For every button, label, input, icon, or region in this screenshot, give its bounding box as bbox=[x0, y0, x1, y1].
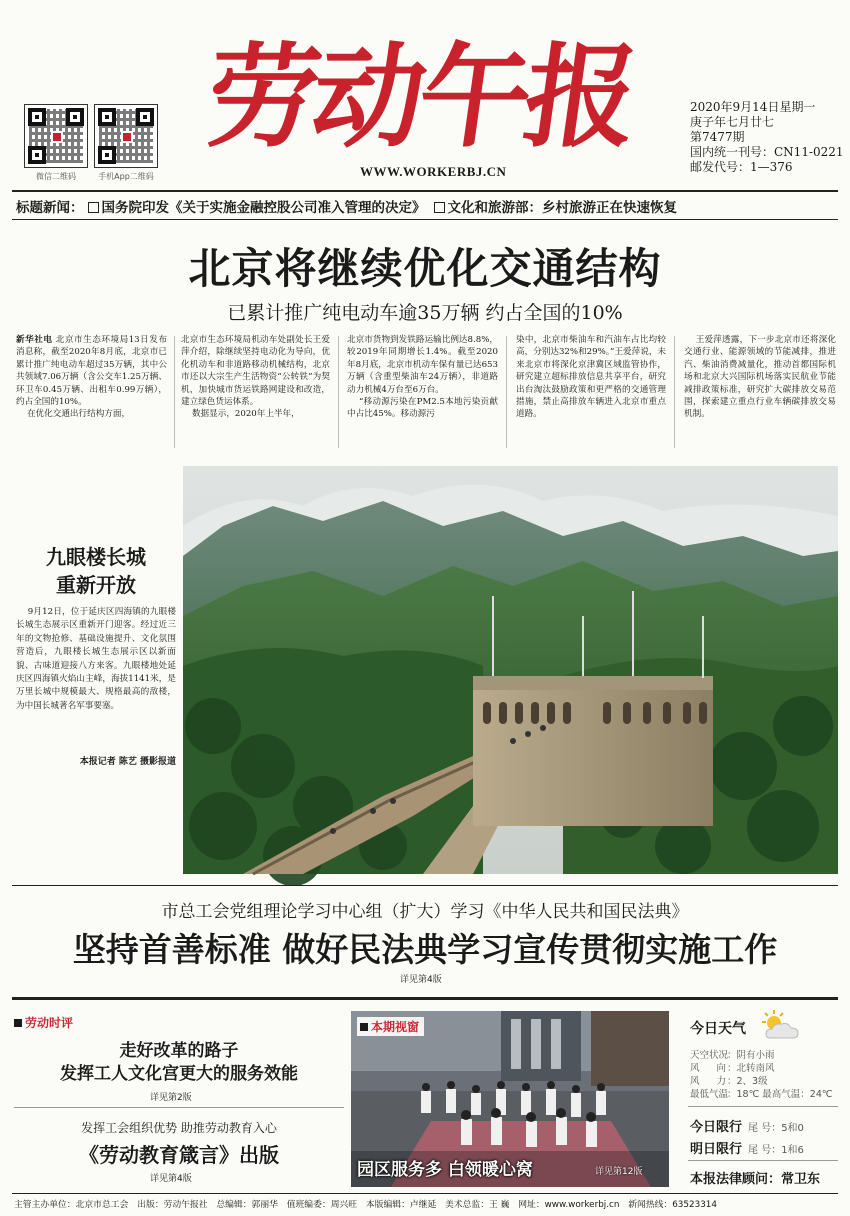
column-divider bbox=[674, 336, 675, 448]
column-divider bbox=[506, 336, 507, 448]
section-rule bbox=[12, 885, 838, 886]
book-headline[interactable]: 《劳动教育箴言》出版 bbox=[79, 1143, 279, 1167]
lead-col2-text: 北京市生态环境局机动车处副处长王爱萍介绍，除继续坚持电动化为导向，优化机动车和非道路移动机械结构，北京市还以大宗生产生活物资“公转铁”为契机，加快城市货运铁路网建设和改造，建立绿色货运体系。 bbox=[181, 335, 330, 408]
lead-col5-text: 王爱萍透露，下一步北京市还将深化交通行业、能源领域的节能减排，推进汽、柴油消费减量化，推动首都国际机场和北京大兴国际机场落实民航业节能减排政策标准，研究扩大碳排放交易范围，探索建立重点行业车辆碳排放交易机制。 bbox=[684, 335, 836, 420]
today-limit-value: 尾 号：5和0 bbox=[748, 1123, 804, 1134]
lead-column-2 bbox=[181, 334, 330, 458]
photo-window-caption: 园区服务多 白领暖心窝 bbox=[357, 1160, 533, 1180]
strip-label: 标题新闻： bbox=[16, 200, 84, 216]
strip-item-2[interactable]: 文化和旅游部：乡村旅游正在快速恢复 bbox=[447, 200, 677, 216]
lead-headline[interactable]: 北京将继续优化交通结构 bbox=[188, 244, 662, 293]
masthead bbox=[0, 0, 850, 192]
photo-window[interactable] bbox=[351, 1011, 669, 1187]
weather-value: 阴有小雨 bbox=[736, 1050, 775, 1061]
book-kicker: 发挥工会组织优势 助推劳动教育入心 bbox=[81, 1121, 277, 1135]
commentary-title-line-1: 走好改革的路子 bbox=[119, 1041, 239, 1061]
strip-rule bbox=[12, 219, 838, 220]
lead-col1-text: 北京市生态环境局13日发布消息称，截至2020年8月底，北京市已累计推广纯电动车超过35万辆，其中公共领域7.06万辆（含公交车1.25万辆、环卫车0.45万辆、出租车0.99万辆），约占全国的10%。 bbox=[16, 335, 167, 408]
newspaper-logo bbox=[198, 14, 641, 163]
photo-credit: 本报记者 陈艺 摄影报道 bbox=[79, 757, 176, 767]
sun-cloud-icon bbox=[756, 1008, 804, 1042]
site-url[interactable]: WWW.WORKERBJ.CN bbox=[360, 164, 507, 179]
feature-title-line-2: 重新开放 bbox=[56, 573, 136, 597]
dateline: 新华社电 bbox=[16, 335, 53, 345]
issue-date: 2020年9月14日星期一 bbox=[690, 100, 816, 114]
weather-row-wind-dir: 风向：北转南风 bbox=[690, 1060, 775, 1074]
serial-number: 国内统一刊号：CN11-0221 bbox=[690, 145, 844, 159]
tomorrow-limit-label: 明日限行 bbox=[690, 1142, 743, 1157]
weather-key: 风向 bbox=[690, 1063, 726, 1074]
postal-code: 邮发代号：1—376 bbox=[690, 160, 793, 174]
weather-key: 天空状况 bbox=[690, 1050, 729, 1061]
lead-col2b-text: 数据显示，2020年上半年， bbox=[191, 409, 300, 420]
weather-value: 2、3级 bbox=[736, 1076, 768, 1087]
feature-body bbox=[16, 606, 176, 713]
legal-advisor: 本报法律顾问：常卫东 bbox=[690, 1172, 821, 1187]
weather-row-sky: 天空状况：阴有小雨 bbox=[690, 1047, 775, 1061]
svg-text:劳动午报: 劳动午报 bbox=[198, 30, 641, 163]
feature-title-line-1: 九眼楼长城 bbox=[46, 545, 146, 569]
weather-row-temp: 最低气温：18℃ 最高气温：24℃ bbox=[690, 1086, 833, 1100]
tomorrow-limit-value: 尾 号：1和6 bbox=[748, 1145, 804, 1156]
commentary-title-line-2: 发挥工人文化宫更大的服务效能 bbox=[60, 1064, 298, 1084]
story2-see-page[interactable]: 详见第4版 bbox=[400, 975, 442, 985]
weather-rule bbox=[688, 1106, 838, 1107]
column-divider bbox=[338, 336, 339, 448]
qr-left-caption: 微信二维码 bbox=[36, 172, 76, 181]
book-see-page[interactable]: 详见第4版 bbox=[150, 1174, 192, 1184]
lead-col3b-text: “移动源污染在PM2.5本地污染贡献中占比45%。移动源污 bbox=[347, 397, 498, 420]
weather-key: 最低气温 bbox=[690, 1089, 729, 1100]
masthead-rule bbox=[12, 190, 838, 192]
weather-value: 北转南风 bbox=[736, 1063, 775, 1074]
lead-subtitle: 已累计推广纯电动车逾35万辆 约占全国的10% bbox=[227, 302, 623, 324]
qr-right-caption: 手机App二维码 bbox=[98, 172, 154, 181]
story2-kicker: 市总工会党组理论学习中心组（扩大）学习《中华人民共和国民法典》 bbox=[161, 902, 689, 922]
lead-col3-text: 北京市货物到发铁路运输比例达8.8%，较2019年同期增长1.4%。截至2020年8月底，北京市机动车保有量已达653万辆（含重型柴油车24万辆），非道路动力机械4万台至6万台。 bbox=[347, 335, 498, 395]
footer-credits: 主管主办单位：北京市总工会 出版：劳动午报社 总编辑：郭丽华 值班编委：周兴旺 本版编辑：卢继延 美术总监：王 巍 网址：www.workerbj.cn 新闻热线：63523314 bbox=[14, 1200, 717, 1210]
strip-item-1[interactable]: 国务院印发《关于实施金融控股公司准入管理的决定》 bbox=[101, 200, 426, 216]
weather-key: 风力 bbox=[690, 1076, 726, 1087]
today-limit bbox=[690, 1116, 804, 1135]
weather-row-wind-force: 风力：2、3级 bbox=[690, 1073, 768, 1087]
lead-column-5 bbox=[684, 334, 836, 458]
photo-window-see-page[interactable]: 详见第12版 bbox=[595, 1167, 643, 1177]
lead-column-1 bbox=[16, 334, 167, 458]
issue-info bbox=[690, 100, 844, 175]
weather-value: 18℃ 最高气温：24℃ bbox=[736, 1089, 833, 1100]
bottom-section-rule bbox=[12, 997, 838, 1000]
checkbox-icon bbox=[434, 202, 445, 213]
weather-title: 今日天气 bbox=[690, 1021, 746, 1037]
commentary-see-page[interactable]: 详见第2版 bbox=[150, 1093, 192, 1103]
checkbox-icon bbox=[88, 202, 99, 213]
commentary-tag: 劳动时评 bbox=[14, 1014, 73, 1031]
app-qr-code[interactable] bbox=[94, 104, 158, 168]
wechat-qr-code[interactable] bbox=[24, 104, 88, 168]
headline-strip bbox=[16, 196, 838, 216]
story2-headline[interactable]: 坚持首善标准 做好民法典学习宣传贯彻实施工作 bbox=[72, 930, 778, 969]
feature-body-text: 9月12日，位于延庆区四海镇的九眼楼长城生态展示区重新开门迎客。经过近三年的文物抢修、基础设施提升、文化氛围营造后，九眼楼长城生态展示区以新面貌、古味道迎接八方来客。九眼楼地处延庆区四海镇火焰山主峰，海拔1141米，是万里长城中规模最大、规格最高的敌楼，为中国长城著名军事要塞。 bbox=[16, 607, 176, 711]
lead-column-3 bbox=[347, 334, 498, 458]
column-divider bbox=[174, 336, 175, 448]
footer-rule bbox=[12, 1193, 838, 1194]
tomorrow-limit bbox=[690, 1138, 804, 1157]
lead-col1b-text: 在优化交通出行结构方面， bbox=[26, 409, 131, 420]
lead-column-4 bbox=[516, 334, 666, 458]
commentary-rule bbox=[14, 1107, 344, 1108]
limit-rule bbox=[688, 1160, 838, 1161]
today-limit-label: 今日限行 bbox=[690, 1120, 743, 1135]
photo-window-tag: 本期视窗 bbox=[357, 1017, 424, 1036]
lead-col4-text: 染中，北京市柴油车和汽油车占比均较高，分别达32%和29%。”王爱萍说，未来北京市将深化京津冀区域监管协作，研究建立超标排放信息共享平台，研究出台淘汰鼓励政策和更严格的交通管理措施，禁止高排放车辆进入北京市重点道路。 bbox=[516, 335, 667, 420]
commentary-headline[interactable] bbox=[14, 1040, 344, 1086]
feature-headline[interactable] bbox=[16, 543, 176, 599]
great-wall-photo[interactable] bbox=[183, 466, 838, 874]
issue-number: 第7477期 bbox=[690, 130, 745, 144]
lunar-date: 庚子年七月廿七 bbox=[690, 115, 775, 129]
